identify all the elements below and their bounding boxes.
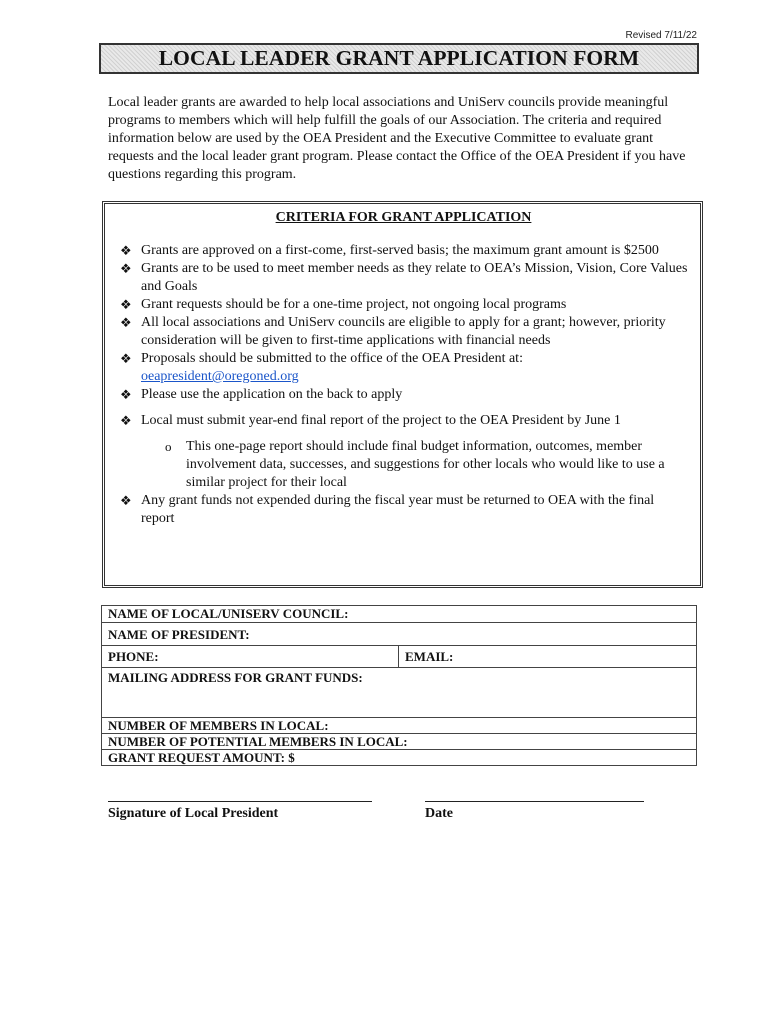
name-of-local-field[interactable] — [102, 606, 697, 623]
name-of-president-label: NAME OF PRESIDENT: — [108, 626, 250, 642]
email-field[interactable] — [399, 646, 697, 668]
diamond-bullet-icon: ❖ — [120, 243, 132, 258]
potential-members-label: NUMBER OF POTENTIAL MEMBERS IN LOCAL: — [108, 734, 408, 749]
criteria-text: Grant requests should be for a one-time project, not ongoing local programs — [141, 297, 567, 312]
criteria-subitem — [141, 438, 690, 492]
criteria-text: Local must submit year-end final report of the project to the OEA President by June 1 — [141, 413, 621, 428]
members-count-field[interactable] — [102, 718, 697, 734]
phone-field[interactable] — [102, 646, 399, 668]
grant-amount-field[interactable] — [102, 750, 697, 766]
potential-members-field[interactable] — [102, 734, 697, 750]
name-of-president-field[interactable] — [102, 623, 697, 646]
criteria-box — [102, 201, 703, 588]
diamond-bullet-icon: ❖ — [120, 297, 132, 312]
criteria-sublist — [141, 438, 690, 492]
criteria-text: Grants are approved on a first-come, first-served basis; the maximum grant amount is $2500 — [141, 243, 659, 258]
diamond-bullet-icon: ❖ — [120, 351, 132, 366]
date-signature-line[interactable] — [425, 801, 644, 802]
diamond-bullet-icon: ❖ — [120, 493, 132, 508]
criteria-subtext: This one-page report should include final budget information, outcomes, member involvement data, successes, and suggestions for other locals who would like to use a similar project for their local — [186, 439, 665, 490]
form-title: LOCAL LEADER GRANT APPLICATION FORM — [158, 46, 640, 70]
criteria-heading: CRITERIA FOR GRANT APPLICATION — [275, 210, 532, 225]
members-count-label: NUMBER OF MEMBERS IN LOCAL: — [108, 718, 329, 733]
president-signature-label: Signature of Local President — [108, 806, 279, 821]
criteria-item — [117, 314, 690, 350]
criteria-list — [117, 242, 690, 528]
name-of-local-label: NAME OF LOCAL/UNISERV COUNCIL: — [108, 606, 349, 621]
criteria-item — [117, 386, 690, 404]
email-label: EMAIL: — [405, 649, 454, 664]
criteria-text: Grants are to be used to meet member needs as they relate to OEA’s Mission, Vision, Core Values and Goals — [141, 261, 688, 294]
criteria-item — [117, 242, 690, 260]
mailing-address-field[interactable] — [102, 668, 697, 718]
diamond-bullet-icon: ❖ — [120, 315, 132, 330]
circle-bullet-icon: o — [165, 439, 172, 454]
criteria-item — [117, 296, 690, 314]
email-link[interactable]: oeapresident@oregoned.org — [141, 369, 299, 384]
intro-paragraph: Local leader grants are awarded to help local associations and UniServ councils provide meaningful programs to members which will help fulfill the goals of our Association. The criteria and required information below are used by the OEA President and the Executive Committee to evaluate grant requests and the local leader grant program. Please contact the Office of the OEA President if you have questions regarding this program. — [108, 95, 686, 182]
criteria-text: Any grant funds not expended during the fiscal year must be returned to OEA with the final report — [141, 493, 655, 526]
criteria-text: Proposals should be submitted to the office of the OEA President at: — [141, 351, 523, 366]
mailing-address-label: MAILING ADDRESS FOR GRANT FUNDS: — [108, 670, 363, 685]
form-title-banner — [99, 43, 699, 74]
application-info-table — [101, 605, 697, 766]
criteria-item — [117, 412, 690, 492]
criteria-text: Please use the application on the back to apply — [141, 387, 403, 402]
phone-label: PHONE: — [108, 649, 159, 664]
diamond-bullet-icon: ❖ — [120, 413, 132, 428]
criteria-text: All local associations and UniServ councils are eligible to apply for a grant; however, priority consideration will be given to first-time applications with financial needs — [141, 315, 666, 348]
president-signature-line[interactable] — [108, 801, 372, 802]
grant-amount-label: GRANT REQUEST AMOUNT: $ — [108, 750, 295, 765]
date-label: Date — [425, 806, 453, 821]
diamond-bullet-icon: ❖ — [120, 261, 132, 276]
criteria-item — [117, 260, 690, 296]
diamond-bullet-icon: ❖ — [120, 387, 132, 402]
criteria-item — [117, 350, 690, 386]
criteria-item — [117, 492, 690, 528]
revised-date: Revised 7/11/22 — [625, 30, 697, 41]
